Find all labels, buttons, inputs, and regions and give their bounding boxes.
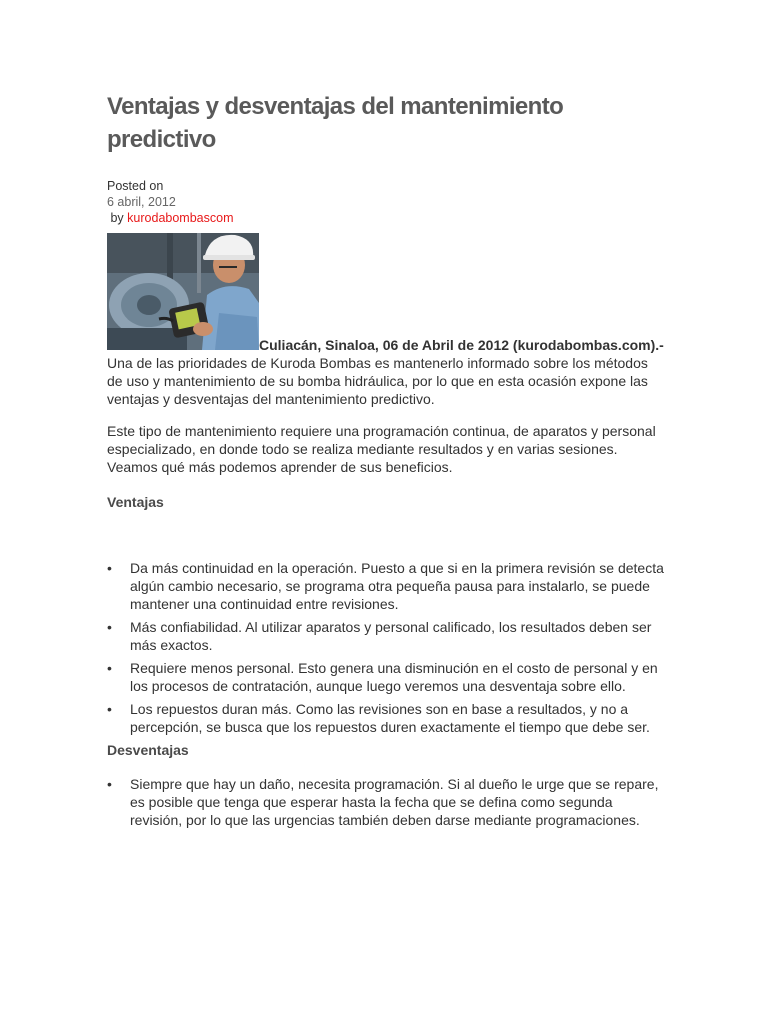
- post-meta: [107, 178, 667, 226]
- author-link[interactable]: kurodabombascom: [127, 211, 234, 225]
- intro-dateline: Culiacán, Sinaloa, 06 de Abril de 2012 (kurodabombas.com).-: [259, 337, 664, 353]
- list-item: [107, 559, 667, 613]
- photo-illustration: [107, 233, 259, 350]
- list-item: [107, 700, 667, 736]
- worker-analyzer-photo: [107, 233, 259, 350]
- post-date: 6 abril, 2012: [107, 195, 176, 209]
- paragraph-2: Este tipo de mantenimiento requiere una programación continua, de aparatos y personal especializado, en donde todo se realiza mediante resultados y en varias sesiones. Veamos qué más podemos aprender de sus beneficios.: [107, 423, 656, 475]
- list-item-text: Más confiabilidad. Al utilizar aparatos y personal calificado, los resultados deben ser más exactos.: [130, 619, 652, 653]
- list-item: [107, 659, 667, 695]
- list-item-text: Da más continuidad en la operación. Puesto a que si en la primera revisión se detecta algún cambio necesario, se programa otra pequeña pausa para instalarlo, se puede mantener una continuidad entre revisiones.: [130, 560, 664, 612]
- list-item: [107, 775, 667, 829]
- list-item-text: Los repuestos duran más. Como las revisiones son en base a resultados, y no a percepción, se busca que los repuestos duren exactamente el tiempo que debe ser.: [130, 701, 650, 735]
- list-item-text: Siempre que hay un daño, necesita programación. Si al dueño le urge que se repare, es posible que tenga que esperar hasta la fecha que se defina como segunda revisión, por lo que las urgencias también deben darse mediante programaciones.: [130, 776, 659, 828]
- bullet-icon: •: [107, 560, 112, 576]
- list-item: [107, 618, 667, 654]
- ventajas-list: [107, 559, 667, 736]
- bullet-icon: •: [107, 776, 112, 792]
- bullet-icon: •: [107, 660, 112, 676]
- by-label: by: [110, 211, 124, 225]
- byline: [107, 210, 667, 226]
- intro-paragraph: [107, 231, 667, 408]
- desventajas-heading: Desventajas: [107, 742, 189, 758]
- intro-text: Una de las prioridades de Kuroda Bombas es mantenerlo informado sobre los métodos de uso y mantenimiento de su bomba hidráulica, por lo que en esta ocasión expone las ventajas y desventajas del mantenimiento predictivo.: [107, 355, 648, 407]
- page-title: Ventajas y desventajas del mantenimiento predictivo: [107, 93, 564, 153]
- posted-on-label: Posted on: [107, 179, 164, 193]
- bullet-icon: •: [107, 619, 112, 635]
- desventajas-list: [107, 775, 667, 829]
- bullet-icon: •: [107, 701, 112, 717]
- list-item-text: Requiere menos personal. Esto genera una disminución en el costo de personal y en los procesos de contratación, aunque luego veremos una desventaja sobre ello.: [130, 660, 658, 694]
- ventajas-heading: Ventajas: [107, 494, 164, 510]
- article: [107, 90, 667, 834]
